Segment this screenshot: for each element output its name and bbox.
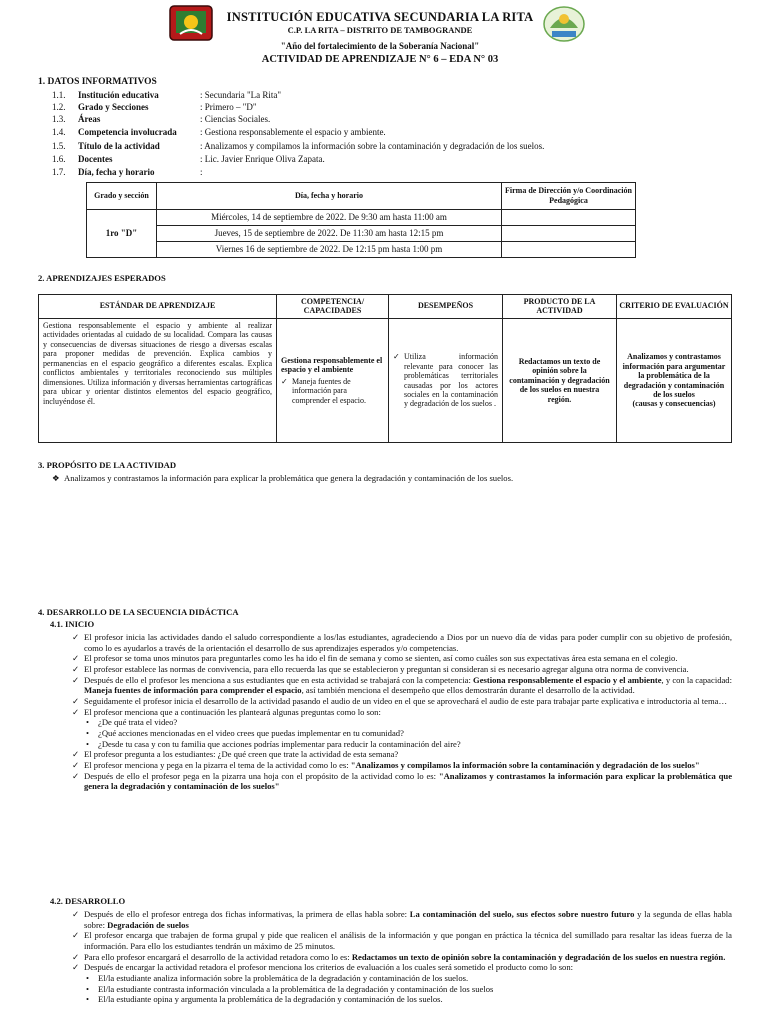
- datos-row: 1.1. Institución educativa : Secundaria "La Rita": [52, 90, 282, 100]
- datos-row: 1.6. Docentes : Lic. Javier Enrique Oliva Zapata.: [52, 154, 325, 164]
- criterio-cell: [617, 319, 732, 443]
- list-item: ✓ El profesor menciona y pega en la pizarra el tema de la actividad como lo es: "Analizamos y compilamos la información sobre la contaminación y degradación de los suelos": [72, 759, 700, 770]
- list-item: • El/la estudiante analiza información sobre la problemática de la degradación y contaminación de los suelos.: [86, 972, 469, 983]
- signature-cell: [502, 210, 636, 226]
- bullet-icon: •: [86, 738, 90, 749]
- activity-title: ACTIVIDAD DE APRENDIZAJE N° 6 – EDA N° 03: [261, 54, 499, 65]
- bullet-icon: •: [86, 983, 90, 994]
- desempeno-item: [393, 352, 498, 409]
- diamond-bullet-icon: ❖: [52, 473, 60, 483]
- capacidad-item: [281, 377, 384, 405]
- list-item: ✓ Seguidamente el profesor inicia el desarrollo de la actividad pasando el audio de un video en el que se aprovechará el audio de este para trabajar parte explicativa e introductoria al tema…: [72, 695, 728, 706]
- list-item: • ¿Qué acciones mencionadas en el video crees que puedas implementar en tu comunidad?: [86, 727, 404, 738]
- section-aprendizajes: 2. APRENDIZAJES ESPERADOS: [38, 273, 166, 283]
- proposito-list: [52, 473, 742, 484]
- list-item: ✓ El profesor encarga que trabajen de forma grupal y pide que realicen el análisis de la información y que pongan en práctica la técnica del sumillado para resaltar las ideas fuerza de la información. Para ello los estudiantes tendrán un máximo de 25 minutos.: [72, 930, 732, 951]
- list-item: • ¿Desde tu casa y con tu familia que acciones podrías implementar para reducir la contaminación del aire?: [86, 738, 461, 749]
- list-item: ✓ El profesor pregunta a los estudiantes: ¿De qué creen que trate la actividad de esta semana?: [72, 749, 399, 760]
- schedule-slot: Viernes 16 de septiembre de 2022. De 12:15 pm hasta 1:00 pm: [157, 242, 502, 258]
- list-item: ❖ Analizamos y contrastamos la información para explicar la problemática que genera la degradación y contaminación de los suelos.: [52, 473, 514, 483]
- subsection-desarrollo: 4.2. DESARROLLO: [50, 896, 126, 906]
- subsection-inicio: 4.1. INICIO: [50, 619, 95, 629]
- check-icon: ✓: [72, 653, 80, 664]
- check-icon: ✓: [72, 962, 80, 973]
- check-icon: ✓: [72, 909, 80, 919]
- list-item: ✓ El profesor menciona que a continuación les planteará algunas preguntas como lo son:: [72, 706, 381, 717]
- competencia-text: Gestiona responsablemente el espacio y el ambiente: [281, 355, 383, 375]
- check-icon: ✓: [72, 706, 80, 717]
- schedule-grade: 1ro "D": [87, 210, 157, 258]
- aprendizajes-table: [38, 294, 732, 443]
- check-icon: ✓: [393, 352, 400, 362]
- list-item: ✓ Para ello profesor encargará el desarrollo de la actividad retadora como lo es: Redactamos un texto de opinión sobre la contaminación y degradación de los suelos en nuestra región.: [72, 951, 726, 962]
- aprendizajes-header: CRITERIO DE EVALUACIÓN: [617, 295, 732, 319]
- check-icon: ✓: [72, 930, 80, 941]
- schedule-header: Día, fecha y horario: [157, 183, 502, 210]
- school-name: INSTITUCIÓN EDUCATIVA SECUNDARIA LA RITA: [226, 10, 534, 24]
- aprendizajes-header: PRODUCTO DE LA ACTIVIDAD: [503, 295, 617, 319]
- signature-cell: [502, 242, 636, 258]
- criterio-note: (causas y consecuencias): [632, 399, 716, 409]
- municipal-logo: [540, 4, 588, 44]
- list-item: ✓ El profesor inicia las actividades dando el saludo correspondiente a los/las estudiantes, agradeciendo a Dios por un nuevo día de vidas para poder cumplir con su objetivo de profesión, como lo es ayudarlos a través de la orientación el desarrollo de sus aprendizajes esperados y/o competencias.: [72, 632, 732, 653]
- criterio-text: Analizamos y contrastamos información para argumentar la problemática de la degradación y contaminación de los suelos: [622, 352, 726, 399]
- check-icon: ✓: [72, 695, 80, 706]
- list-item: • El/la estudiante opina y argumenta la problemática de la degradación y contaminación de los suelos.: [86, 994, 443, 1005]
- check-icon: ✓: [72, 770, 80, 781]
- check-icon: ✓: [72, 951, 80, 962]
- list-item: • ¿De qué trata el video?: [86, 717, 178, 728]
- list-item: ✓ El profesor se toma unos minutos para preguntarles como les ha ido el fin de semana y como se sienten, así como cuáles son sus expectativas área esta semana en el colegio.: [72, 653, 678, 664]
- schedule-header: Grado y sección: [87, 183, 157, 210]
- list-item: • El/la estudiante contrasta información vinculada a la problemática de la degradación y contaminación de los suelos: [86, 983, 494, 994]
- section-proposito: 3. PROPÓSITO DE LA ACTIVIDAD: [38, 460, 177, 470]
- bullet-icon: •: [86, 972, 90, 983]
- list-item: ✓ Después de ello el profesor les menciona a sus estudiantes que en esta actividad se trabajará con la competencia: Gestiona responsablemente el espacio y el ambiente, y con la capacidad: Maneja fuentes de información para comprender el espacio, así también menciona el desempeño que ellos demostrarán durante el desarrollo de la actividad.: [72, 674, 732, 696]
- datos-row: 1.2. Grado y Secciones : Primero – "D": [52, 102, 257, 112]
- schedule-slot: Jueves, 15 de septiembre de 2022. De 11:30 am hasta 12:15 pm: [157, 226, 502, 242]
- schedule-slot: Miércoles, 14 de septiembre de 2022. De 9:30 am hasta 11:00 am: [157, 210, 502, 226]
- datos-row: 1.4. Competencia involucrada : Gestiona responsablemente el espacio y ambiente.: [52, 127, 386, 137]
- bullet-icon: •: [86, 727, 90, 738]
- schedule-header: Firma de Dirección y/o Coordinación Pedagógica: [502, 183, 636, 210]
- school-location: C.P. LA RITA – DISTRITO DE TAMBOGRANDE: [287, 25, 473, 35]
- section-datos-informativos: 1. DATOS INFORMATIVOS: [38, 77, 157, 87]
- school-crest-logo: [168, 4, 214, 42]
- aprendizajes-header: DESEMPEÑOS: [389, 295, 503, 319]
- list-item: ✓ Después de ello el profesor pega en la pizarra una hoja con el propósito de la actividad como lo es: "Analizamos y contrastamos la información para explicar la problemática que genera la degradación y contaminación de los suelos": [72, 770, 733, 792]
- list-item: ✓ El profesor establece las normas de convivencia, para ello recuerda las que se establecieron y preguntan si consideran si es necesario agregar alguna otra norma de convivencia.: [72, 663, 689, 674]
- check-icon: ✓: [72, 663, 80, 674]
- bullet-icon: •: [86, 717, 90, 728]
- datos-row: 1.7. Día, fecha y horario :: [52, 167, 203, 177]
- capacidad-text: Maneja fuentes de información para comprender el espacio.: [292, 376, 366, 405]
- inicio-list: [72, 632, 732, 792]
- section-desarrollo-secuencia: 4. DESARROLLO DE LA SECUENCIA DIDÁCTICA: [38, 607, 239, 617]
- datos-row: 1.3. Áreas : Ciencias Sociales.: [52, 114, 271, 124]
- check-icon: ✓: [281, 376, 288, 386]
- aprendizajes-header: COMPETENCIA/ CAPACIDADES: [277, 295, 389, 319]
- aprendizajes-header: ESTÁNDAR DE APRENDIZAJE: [39, 295, 277, 319]
- check-icon: ✓: [72, 759, 80, 770]
- year-name: "Año del fortalecimiento de la Soberanía Nacional": [280, 41, 480, 51]
- signature-cell: [502, 226, 636, 242]
- check-icon: ✓: [72, 632, 80, 642]
- check-icon: ✓: [72, 674, 80, 685]
- estandar-cell: Gestiona responsablemente el espacio y ambiente al realizar actividades orientadas al cuidado de su localidad. Compara las causas y consecuencias de diversas situaciones de riesgo a diversas escalas para proponer medidas de prevención. Explica cambios y permanencias en el espacio geográfico a diferentes escalas. Explica conflictos ambientales y territoriales reconociendo sus múltiples dimensiones. Utiliza información y diversas herramientas cartográficas para ubicar y orientar distintos elementos del espacio geográfico, incluyéndose él.: [39, 319, 277, 443]
- desempeno-cell: [389, 319, 503, 443]
- competencia-cell: [277, 319, 389, 443]
- list-item: ✓ Después de ello el profesor entrega dos fichas informativas, la primera de ellas habla sobre: La contaminación del suelo, sus efectos sobre nuestro futuro y la segunda de ellas habla sobre: Degradación de suelos: [72, 909, 732, 930]
- check-icon: ✓: [72, 749, 80, 760]
- schedule-table: [86, 182, 636, 258]
- bullet-icon: •: [86, 994, 90, 1005]
- desempeno-text: Utiliza información relevante para conocer las problemáticas territoriales causadas por los actores sociales en la contaminación y degradación de los suelos .: [404, 352, 498, 409]
- list-item: ✓ Después de encargar la actividad retadora el profesor menciona los criterios de evaluación a los cuales será sometido el producto como lo son:: [72, 962, 574, 973]
- datos-row: 1.5. Título de la actividad : Analizamos y compilamos la información sobre la contaminación y degradación de los suelos.: [52, 141, 545, 151]
- desarrollo-list: [72, 909, 732, 1005]
- producto-cell: Redactamos un texto de opinión sobre la contaminación y degradación de los suelos en nuestra región.: [503, 319, 617, 443]
